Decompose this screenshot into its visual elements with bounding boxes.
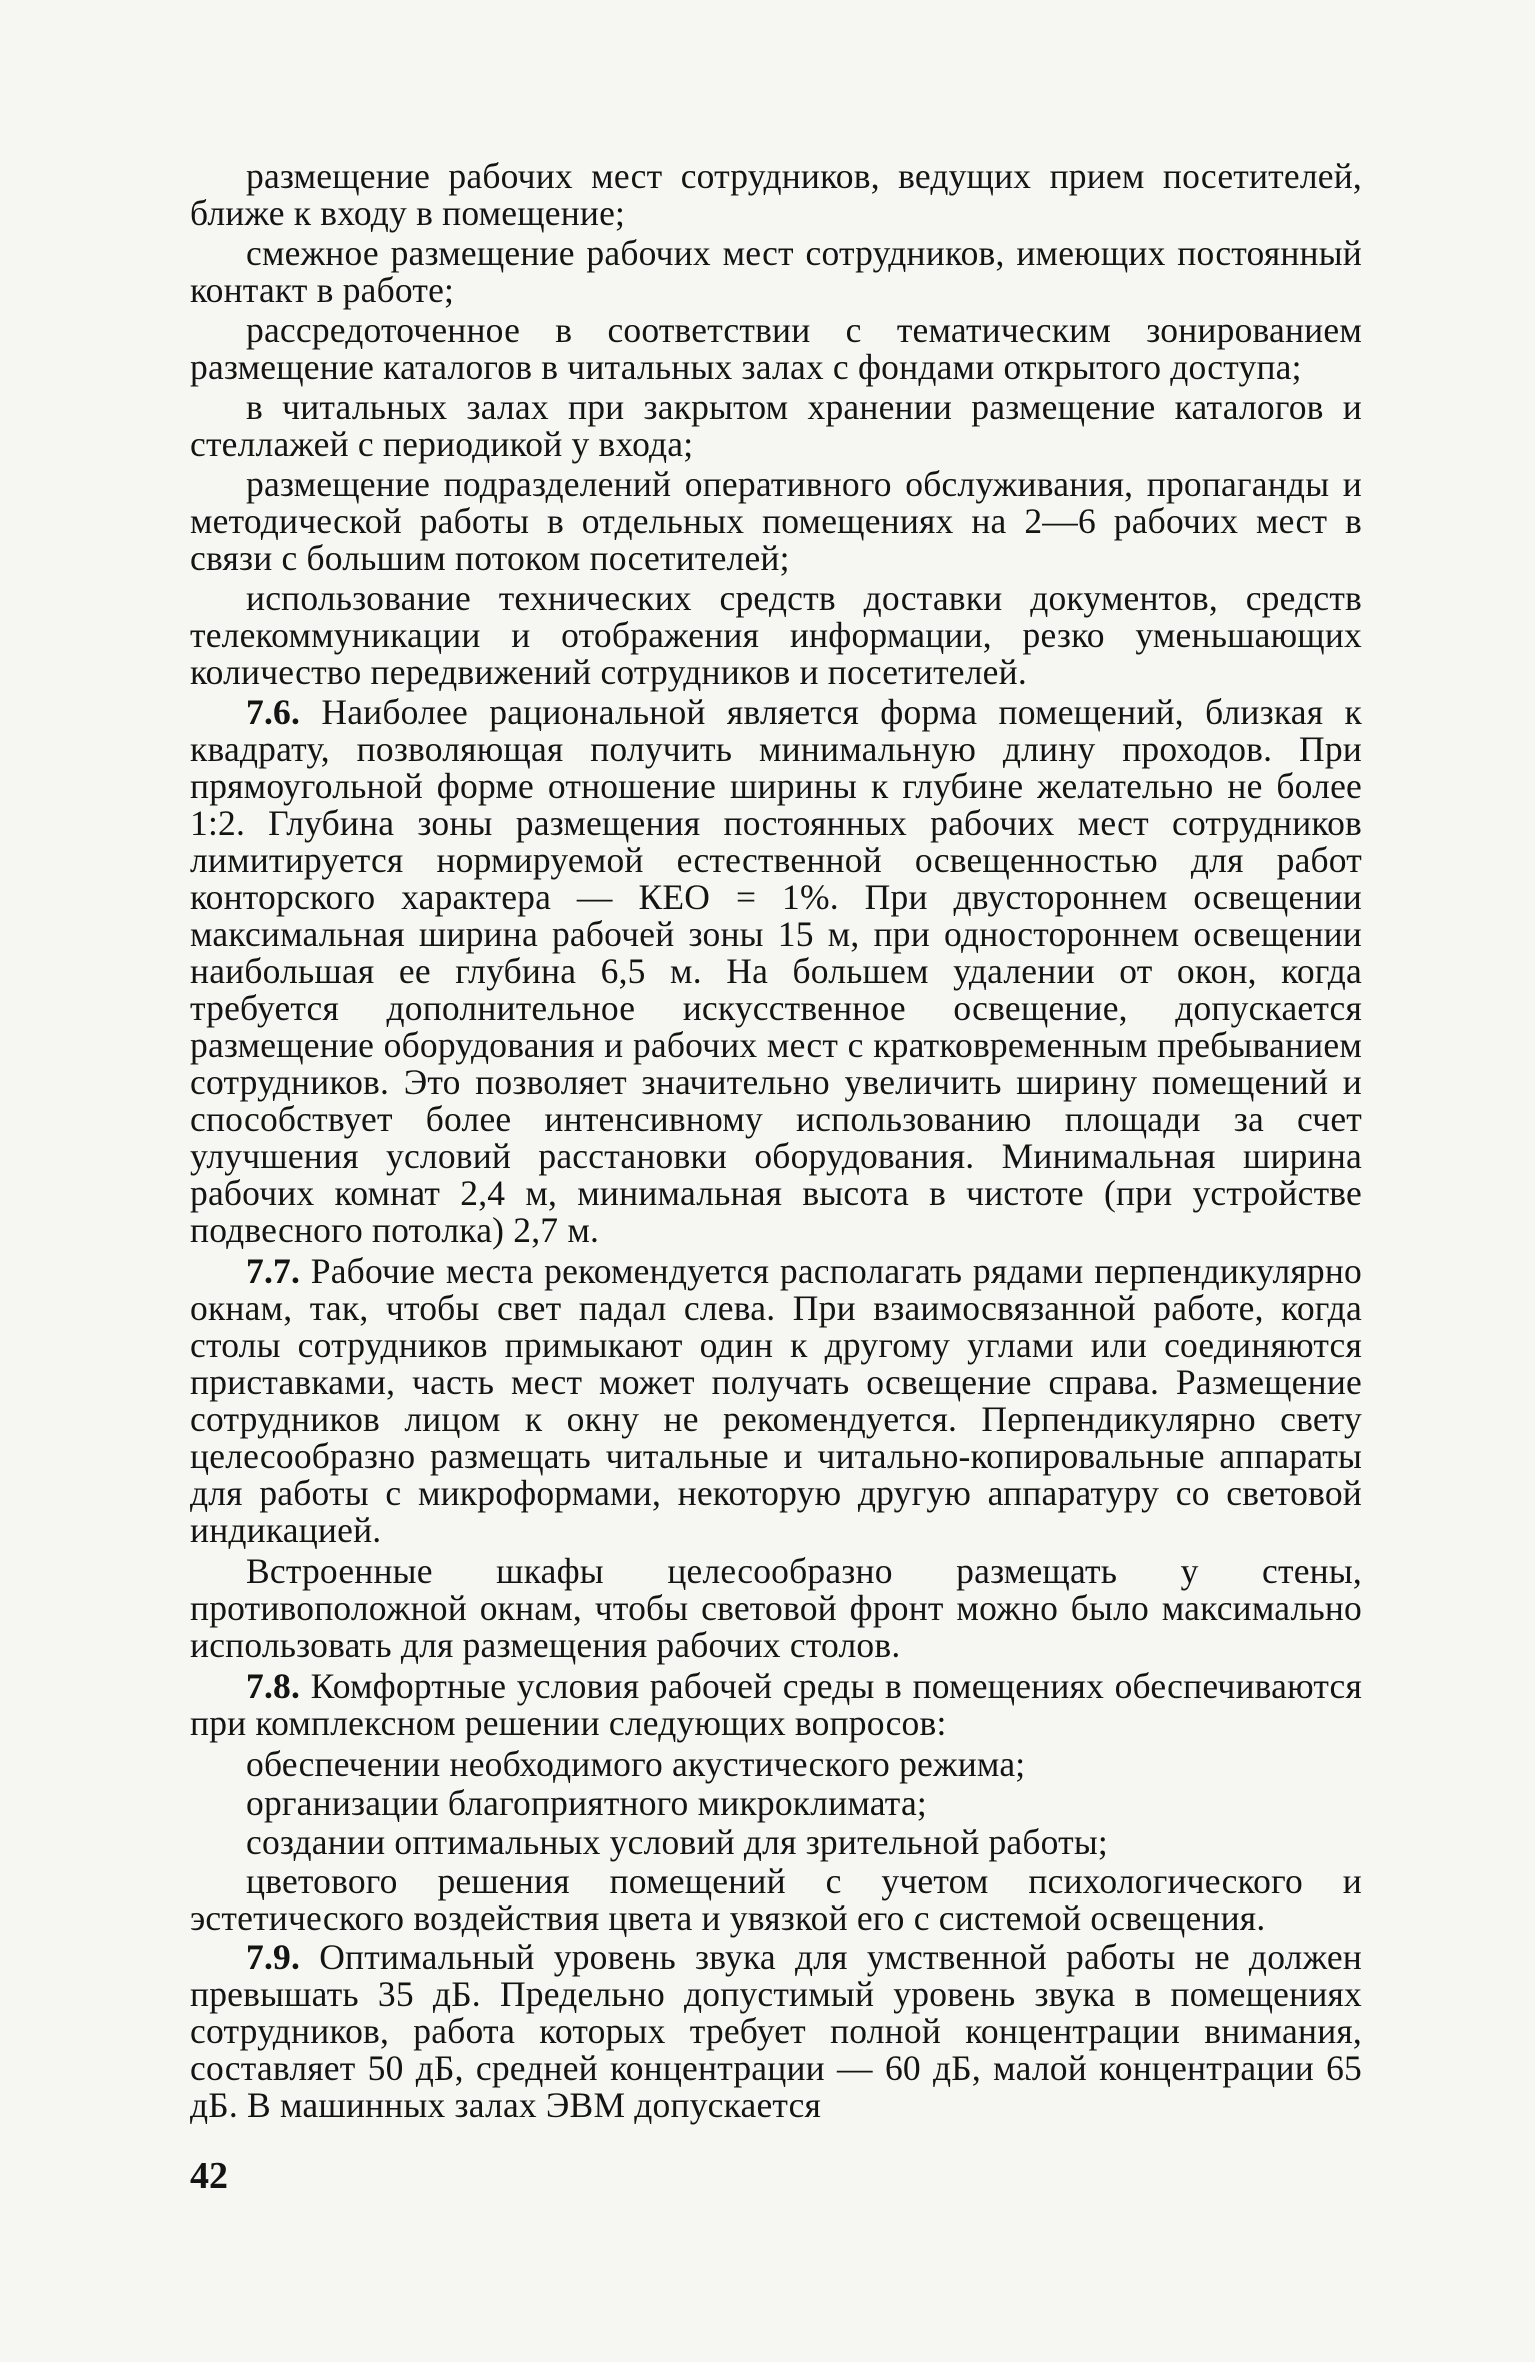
page-body xyxy=(190,158,1362,2128)
section-7-7 xyxy=(190,1253,1362,1549)
list-item: создании оптимальных условий для зрительной работы; xyxy=(246,1822,1108,1862)
list-item: организации благоприятного микроклимата; xyxy=(246,1783,927,1823)
section-7-8 xyxy=(190,1668,1362,1742)
list-item: размещение рабочих мест сотрудников, ведущих прием посетителей, ближе к входу в помещение; xyxy=(190,156,1362,233)
list-item: обеспечении необходимого акустического режима; xyxy=(246,1744,1026,1784)
section-text: Рабочие места рекомендуется располагать рядами перпендикулярно окнам, так, чтобы свет падал слева. При взаимосвязанной работе, когда столы сотрудников примыкают один к другому углами или соединяются приставками, часть мест может получать освещение справа. Размещение сотрудников лицом к окну не рекомендуется. Перпендикулярно свету целесообразно размещать читальные и читально-копировальные аппараты для работы с микроформами, некоторую другую аппаратуру со световой индикацией. xyxy=(190,1251,1362,1550)
section-number: 7.7. xyxy=(246,1251,301,1291)
section-number: 7.6. xyxy=(246,692,301,732)
list-item: размещение подразделений оперативного обслуживания, пропаганды и методической работы в отдельных помещениях на 2—6 рабочих мест в связи с большим потоком посетителей; xyxy=(190,464,1362,578)
section-7-9 xyxy=(190,1939,1362,2124)
list-item: смежное размещение рабочих мест сотрудников, имеющих постоянный контакт в работе; xyxy=(190,233,1362,310)
section-7-6 xyxy=(190,694,1362,1249)
list-item: в читальных залах при закрытом хранении размещение каталогов и стеллажей с периодикой у входа; xyxy=(190,387,1362,464)
list-item: цветового решения помещений с учетом психологического и эстетического воздействия цвета и увязкой его с системой освещения. xyxy=(190,1861,1362,1938)
section-number: 7.9. xyxy=(246,1937,301,1977)
section-text: Наиболее рациональной является форма помещений, близкая к квадрату, позволяющая получить минимальную длину проходов. При прямоугольной форме отношение ширины к глубине желательно не более 1:2. Глубина зоны размещения постоянных рабочих мест сотрудников лимитируется нормируемой естественной освещенностью для работ конторского характера — КЕО = 1%. При двустороннем освещении максимальная ширина рабочей зоны 15 м, при одностороннем освещении наибольшая ее глубина 6,5 м. На большем удалении от окон, когда требуется дополнительное искусственное освещение, допускается размещение оборудования и рабочих мест с кратковременным пребыванием сотрудников. Это позволяет значительно увеличить ширину помещений и способствует более интенсивному использованию площади за счет улучшения условий расстановки оборудования. Минимальная ширина рабочих комнат 2,4 м, минимальная высота в чистоте (при устройстве подвесного потолка) 2,7 м. xyxy=(190,692,1362,1250)
section-number: 7.8. xyxy=(246,1666,301,1706)
section-text: Комфортные условия рабочей среды в помещениях обеспечиваются при комплексном решении следующих вопросов: xyxy=(190,1666,1362,1743)
list-item: использование технических средств доставки документов, средств телекоммуникации и отображения информации, резко уменьшающих количество передвижений сотрудников и посетителей. xyxy=(190,578,1362,692)
section-7-7-continuation: Встроенные шкафы целесообразно размещать у стены, противоположной окнам, чтобы световой фронт можно было максимально использовать для размещения рабочих столов. xyxy=(190,1551,1362,1665)
page-number: 42 xyxy=(190,2155,228,2197)
list-item: рассредоточенное в соответствии с тематическим зонированием размещение каталогов в читальных залах с фондами открытого доступа; xyxy=(190,310,1362,387)
section-text: Оптимальный уровень звука для умственной работы не должен превышать 35 дБ. Предельно допустимый уровень звука в помещениях сотрудников, работа которых требует полной концентрации внимания, составляет 50 дБ, средней концентрации — 60 дБ, малой концентрации 65 дБ. В машинных залах ЭВМ допускается xyxy=(190,1937,1362,2125)
